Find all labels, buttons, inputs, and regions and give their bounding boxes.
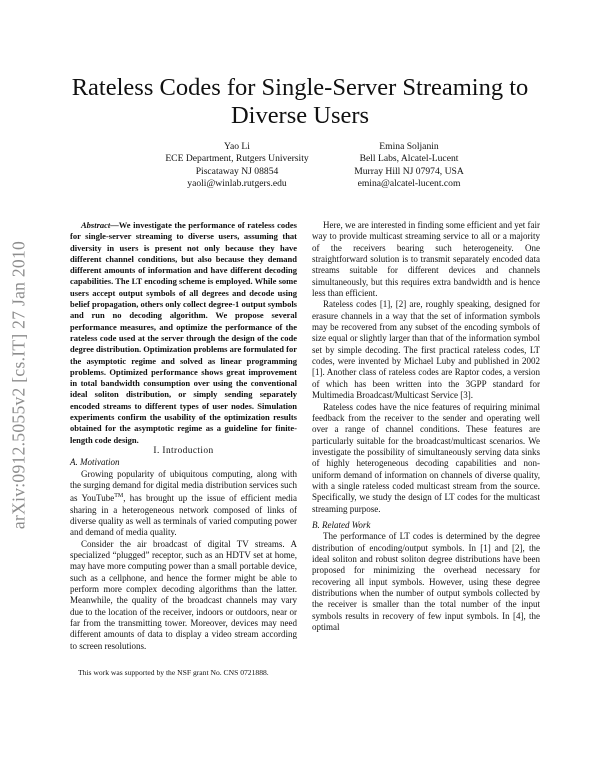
arxiv-stamp: arXiv:0912.5055v2 [cs.IT] 27 Jan 2010 bbox=[8, 240, 29, 530]
abstract bbox=[70, 220, 297, 446]
paragraph: The performance of LT codes is determined by the degree distribution of encoding/output symbols. In [1] and [2], the ideal soliton and robust soliton degree distributions have been proposed for minimizing the overhead necessary for recovering all input symbols. However, using these degree distributions when the number of output symbols collected by the receiver is smaller than the total number of the input symbols results in recovery of few input symbols. In [4], the optimal bbox=[312, 531, 540, 633]
paper-title: Rateless Codes for Single-Server Streaming to Diverse Users bbox=[71, 74, 529, 129]
author-address: Murray Hill NJ 07974, USA bbox=[354, 165, 464, 177]
paragraph: Consider the air broadcast of digital TV streams. A specialized “plugged” receptor, such as an HDTV set at home, may have more computing power than a small portable device, such as a cellphone, and hence the former might be able to perform more complex decoding algorithms than the latter. Meanwhile, the quality of the broadcast channels may vary due to the location of the receiver, indoors or outdoors, near or far from the transmitting tower. Moreover, devices may need different amounts of data to display a video stream according to screen resolutions. bbox=[70, 538, 297, 651]
subsection-heading-motivation: A. Motivation bbox=[70, 457, 120, 468]
footnote: This work was supported by the NSF grant No. CNS 0721888. bbox=[78, 668, 269, 678]
author-block-1 bbox=[137, 141, 337, 190]
paragraph: Rateless codes [1], [2] are, roughly speaking, designed for erasure channels in a way that the set of information symbols may be recovered from any subset of the encoding symbols of size equal or slightly larger than that of the information symbol set by simple decoding. The first practical rateless codes, LT codes, were invented by Michael Luby and published in 2002 [1]. Another class of rateless codes are Raptor codes, a version of which has been written into the 3GPP standard for Multimedia Broadcast/Multicast Service [3]. bbox=[312, 299, 540, 401]
subsection-heading-related-work: B. Related Work bbox=[312, 519, 371, 530]
author-email: emina@alcatel-lucent.com bbox=[357, 177, 461, 189]
paragraph: Rateless codes have the nice features of requiring minimal feedback from the receiver to the sender and operating well over a range of channel conditions. These features are particularly suitable for the broadcast/multicast scenarios. We investigate the possibility of simultaneously serving data sinks of highly heterogeneous decoding capabilities and non-uniform demand of information on channels of diverse quality, with a single rateless coded multicast stream from the source. Specifically, we study the design of LT codes for the multicast streaming purpose. bbox=[312, 401, 540, 514]
author-name: Emina Soljanin bbox=[379, 141, 439, 152]
author-affiliation: ECE Department, Rutgers University bbox=[165, 153, 309, 165]
author-block-2 bbox=[309, 141, 509, 190]
author-address: Piscataway NJ 08854 bbox=[195, 165, 279, 177]
author-email: yaoli@winlab.rutgers.edu bbox=[187, 177, 287, 189]
paragraph: Growing popularity of ubiquitous computing, along with the surging demand for digital media distribution services such as YouTube™, has brought up the issue of efficient media sharing in a heterogeneous network composed of links of diverse quality as well as terminals of varied computing power and demand of media quality. bbox=[70, 468, 297, 538]
author-name: Yao Li bbox=[224, 141, 250, 152]
paragraph: Here, we are interested in finding some efficient and yet fair way to provide multicast streaming service to all or a majority of the receivers bearing such heterogeneity. One straightforward solution is to transmit separately encoded data streams suitable for different devices and channels simultaneously, but this requires extra bandwidth and is hence less than efficient. bbox=[312, 220, 540, 299]
abstract-label: Abstract bbox=[81, 220, 111, 230]
right-column bbox=[312, 220, 540, 633]
section-heading-introduction: I. Introduction bbox=[153, 445, 214, 456]
abstract-text: —We investigate the performance of rateless codes for single-server streaming to diverse users, assuming that diversity in users is present not only because they have different channel conditions, but also because they demand different amounts of information and have different decoding capabilities. The LT encoding scheme is employed. While some users accept output symbols of all degrees and decode using belief propagation, others only collect degree-1 output symbols and run no decoding algorithm. We propose several performance measures, and optimize the performance of the rateless code used at the server through the design of the code degree distribution. Optimization problems are formulated for the asymptotic regime and solved as linear programming problems. Optimized performance shows great improvement in total bandwidth consumption over using the conventional ideal soliton distribution, or simply sending separately encoded streams to different types of user nodes. Simulation experiments confirm the usability of the optimization results obtained for the asymptotic regime as a guideline for finite-length code design. bbox=[70, 220, 297, 445]
author-affiliation: Bell Labs, Alcatel-Lucent bbox=[359, 153, 459, 165]
left-column bbox=[70, 220, 297, 678]
